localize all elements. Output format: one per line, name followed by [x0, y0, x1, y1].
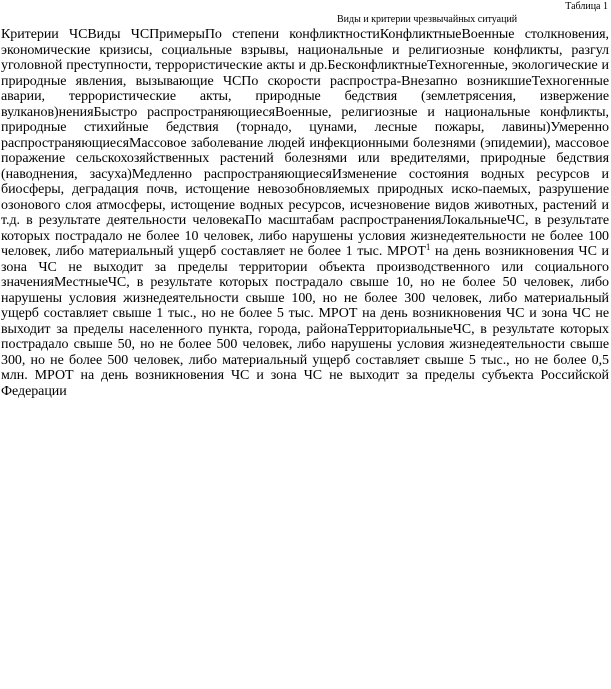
- body-text-part-1: Критерии ЧСВиды ЧСПримерыПо степени конфликтностиКонфликтныеВоенные столкновения, экономические кризисы, социальные взрывы, национальные и религиозные конфликты, разгул уголовной преступности, террористические акты и др.БесконфликтныеТехногенные, экологические и природные явления, вызывающие ЧСПо скорости распростра-Внезапно возникшиеТехногенные аварии, террористические акты, природные бедствия (землетрясения, извержение вулканов)ненияБыстро распространяющиесяВоенные, религиозные и национальные конфликты, природные стихийные бедствия (торнадо, цунами, лесные пожары, лавины)Умеренно распространяющиесяМассовое заболевание людей инфекционными болезнями (эпидемии), массовое поражение сельскохозяйственных растений болезнями или вредителями, природные бедствия (наводнения, засуха)Медленно распространяющиесяИзменение состояния водных ресурсов и биосферы, деградация почв, истощение невозобновляемых природных иско-паемых, разрушение озонового слоя атмосферы, истощение водных ресурсов, исчезновение видов животных, растений и т.д. в результате деятельности человекаПо масштабам распространенияЛокальныеЧС, в результате которых пострадало не более 10 человек, либо нарушены условия жизнедеятельности не более 100 человек, либо материальный ущерб составляет не более 1 тыс. МРОТ: [1, 27, 609, 259]
- footnote-mark[interactable]: 1: [425, 242, 431, 252]
- table-caption: Виды и критерии чрезвычайных ситуаций: [337, 14, 518, 25]
- table-body-text: [1, 27, 609, 399]
- table-number-label: Таблица 1: [565, 1, 608, 12]
- body-text-part-2: на день возникновения ЧС и зона ЧС не выходит за пределы территории объекта производственного или социального значенияМестныеЧС, в результате которых пострадало свыше 10, но не более 50 человек, либо нарушены условия жизнедеятельности свыше 100, но не более 300 человек, либо материальный ущерб составляет свыше 1 тыс., но не более 5 тыс. МРОТ на день возникновения ЧС и зона ЧС не выходит за пределы населенного пункта, города, районаТерриториальныеЧС, в результате которых пострадало свыше 50, но не более 500 человек, либо нарушены условия жизнедеятельности свыше 300, но не более 500 человек, либо материальный ущерб составляет свыше 5 тыс., но не более 0,5 млн. МРОТ на день возникновения ЧС и зона ЧС не выходит за пределы субъекта Российской Федерации: [1, 244, 609, 399]
